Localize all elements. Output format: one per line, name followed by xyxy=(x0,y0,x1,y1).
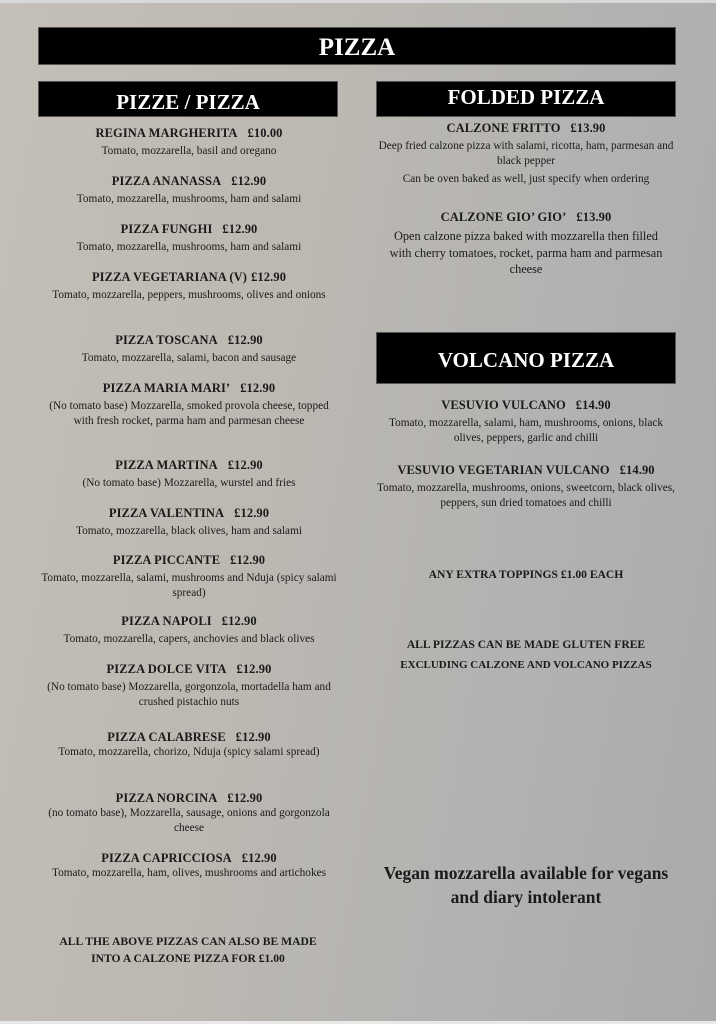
item-price: £12.90 xyxy=(235,730,271,744)
section-title: FOLDED PIZZA xyxy=(447,85,605,109)
item-name: CALZONE GIO’ GIO’ xyxy=(440,210,567,224)
note-line: ANY EXTRA TOPPINGS £1.00 EACH xyxy=(428,568,624,581)
item-name: PIZZA PICCANTE xyxy=(112,553,221,567)
item-price: £13.90 xyxy=(570,121,606,135)
item-name: PIZZA CALABRESE xyxy=(107,730,226,744)
item-description: Tomato, mozzarella, chorizo, Nduja (spicy salami spread) xyxy=(58,746,320,758)
item-description: Open calzone pizza baked with mozzarella then filled with cherry tomatoes, rocket, parma ham and parmesan cheese xyxy=(389,229,663,276)
item-price: £14.90 xyxy=(619,463,655,477)
top-edge xyxy=(0,0,716,3)
menu-item xyxy=(40,270,338,303)
item-name: PIZZA CAPRICCIOSA xyxy=(101,851,232,865)
item-price: £12.90 xyxy=(227,458,263,472)
item-description: Tomato, mozzarella, mushrooms, ham and salami xyxy=(76,241,302,253)
item-name: PIZZA VEGETARIANA (V) xyxy=(91,270,248,284)
menu-item xyxy=(40,553,338,601)
item-description: Tomato, mozzarella, capers, anchovies and black olives xyxy=(63,633,315,645)
item-description: Deep fried calzone pizza with salami, ricotta, ham, parmesan and black pepper xyxy=(378,140,674,167)
item-price: £12.90 xyxy=(240,381,276,395)
item-name: PIZZA FUNGHI xyxy=(120,222,213,236)
item-name: PIZZA VALENTINA xyxy=(108,506,225,520)
item-name: PIZZA MARTINA xyxy=(115,458,218,472)
menu-item xyxy=(377,210,675,278)
section-header-folded xyxy=(376,81,676,117)
menu-item xyxy=(40,458,338,491)
note-line: EXCLUDING CALZONE AND VOLCANO PIZZAS xyxy=(400,659,652,671)
section-header-pizze xyxy=(38,81,338,117)
item-price: £13.90 xyxy=(576,210,612,224)
note-line: INTO A CALZONE PIZZA FOR £1.00 xyxy=(91,952,285,965)
section-header-volcano xyxy=(376,332,676,384)
item-description: (No tomato base) Mozzarella, gorgonzola, mortadella ham and crushed pistachio nuts xyxy=(47,681,331,708)
page-title: PIZZA xyxy=(318,34,396,61)
extra-toppings-note xyxy=(377,566,675,583)
item-description: Tomato, mozzarella, mushrooms, ham and salami xyxy=(76,193,302,205)
item-name: PIZZA ANANASSA xyxy=(111,174,222,188)
item-price: £12.90 xyxy=(234,506,270,520)
item-price: £10.00 xyxy=(247,126,283,140)
item-description: (no tomato base), Mozzarella, sausage, onions and gorgonzola cheese xyxy=(48,807,330,834)
item-price: £12.90 xyxy=(241,851,277,865)
item-price: £12.90 xyxy=(230,553,266,567)
item-price: £12.90 xyxy=(222,222,258,236)
section-title: PIZZE / PIZZA xyxy=(116,90,260,114)
item-name: PIZZA TOSCANA xyxy=(115,333,218,347)
item-name: PIZZA NORCINA xyxy=(115,791,218,805)
menu-item xyxy=(40,222,338,255)
note-line: ALL PIZZAS CAN BE MADE GLUTEN FREE xyxy=(406,638,646,651)
item-description: Tomato, mozzarella, mushrooms, onions, sweetcorn, black olives, peppers, sun dried tomatoes and chilli xyxy=(377,482,675,509)
item-price: £14.90 xyxy=(575,398,611,412)
item-price: £12.90 xyxy=(251,270,287,284)
item-name: REGINA MARGHERITA xyxy=(95,126,238,140)
item-price: £12.90 xyxy=(221,614,257,628)
item-description: Tomato, mozzarella, black olives, ham and salami xyxy=(75,525,302,537)
item-price: £12.90 xyxy=(227,333,263,347)
menu-item xyxy=(40,126,338,159)
item-name: PIZZA DOLCE VITA xyxy=(106,662,227,676)
menu-item xyxy=(377,121,675,187)
menu-item xyxy=(377,463,675,511)
page-title-banner xyxy=(38,27,676,65)
calzone-upgrade-note xyxy=(38,933,338,967)
menu-item xyxy=(40,333,338,366)
gluten-free-note xyxy=(377,635,675,675)
item-price: £12.90 xyxy=(231,174,267,188)
menu-item xyxy=(40,174,338,207)
menu-item xyxy=(40,851,338,881)
menu-item xyxy=(40,730,338,760)
item-note: Can be oven baked as well, just specify when ordering xyxy=(402,173,650,185)
item-name: VESUVIO VEGETARIAN VULCANO xyxy=(397,463,610,477)
section-title: VOLCANO PIZZA xyxy=(437,348,615,372)
note-line: ALL THE ABOVE PIZZAS CAN ALSO BE MADE xyxy=(59,935,317,948)
item-description: Tomato, mozzarella, salami, mushrooms and Nduja (spicy salami spread) xyxy=(41,572,337,599)
item-name: PIZZA NAPOLI xyxy=(121,614,212,628)
menu-item xyxy=(40,791,338,836)
item-description: Tomato, mozzarella, basil and oregano xyxy=(101,145,277,157)
item-description: (No tomato base) Mozzarella, smoked provola cheese, topped with fresh rocket, parma ham and parmesan cheese xyxy=(49,400,329,427)
menu-item xyxy=(40,614,338,647)
item-price: £12.90 xyxy=(236,662,272,676)
vegan-note: Vegan mozzarella available for vegans and diary intolerant xyxy=(383,863,669,907)
item-description: Tomato, mozzarella, ham, olives, mushrooms and artichokes xyxy=(51,867,327,879)
menu-item xyxy=(40,506,338,539)
menu-item xyxy=(40,662,338,710)
item-description: Tomato, mozzarella, salami, bacon and sausage xyxy=(81,352,297,364)
item-description: (No tomato base) Mozzarella, wurstel and fries xyxy=(82,477,296,489)
menu-item xyxy=(40,381,338,429)
item-name: CALZONE FRITTO xyxy=(446,121,561,135)
item-description: Tomato, mozzarella, peppers, mushrooms, olives and onions xyxy=(52,289,326,301)
item-name: PIZZA MARIA MARI’ xyxy=(102,381,231,395)
menu-item xyxy=(377,398,675,446)
item-name: VESUVIO VULCANO xyxy=(441,398,566,412)
item-description: Tomato, mozzarella, salami, ham, mushrooms, onions, black olives, peppers, garlic and chilli xyxy=(388,417,664,444)
item-price: £12.90 xyxy=(227,791,263,805)
